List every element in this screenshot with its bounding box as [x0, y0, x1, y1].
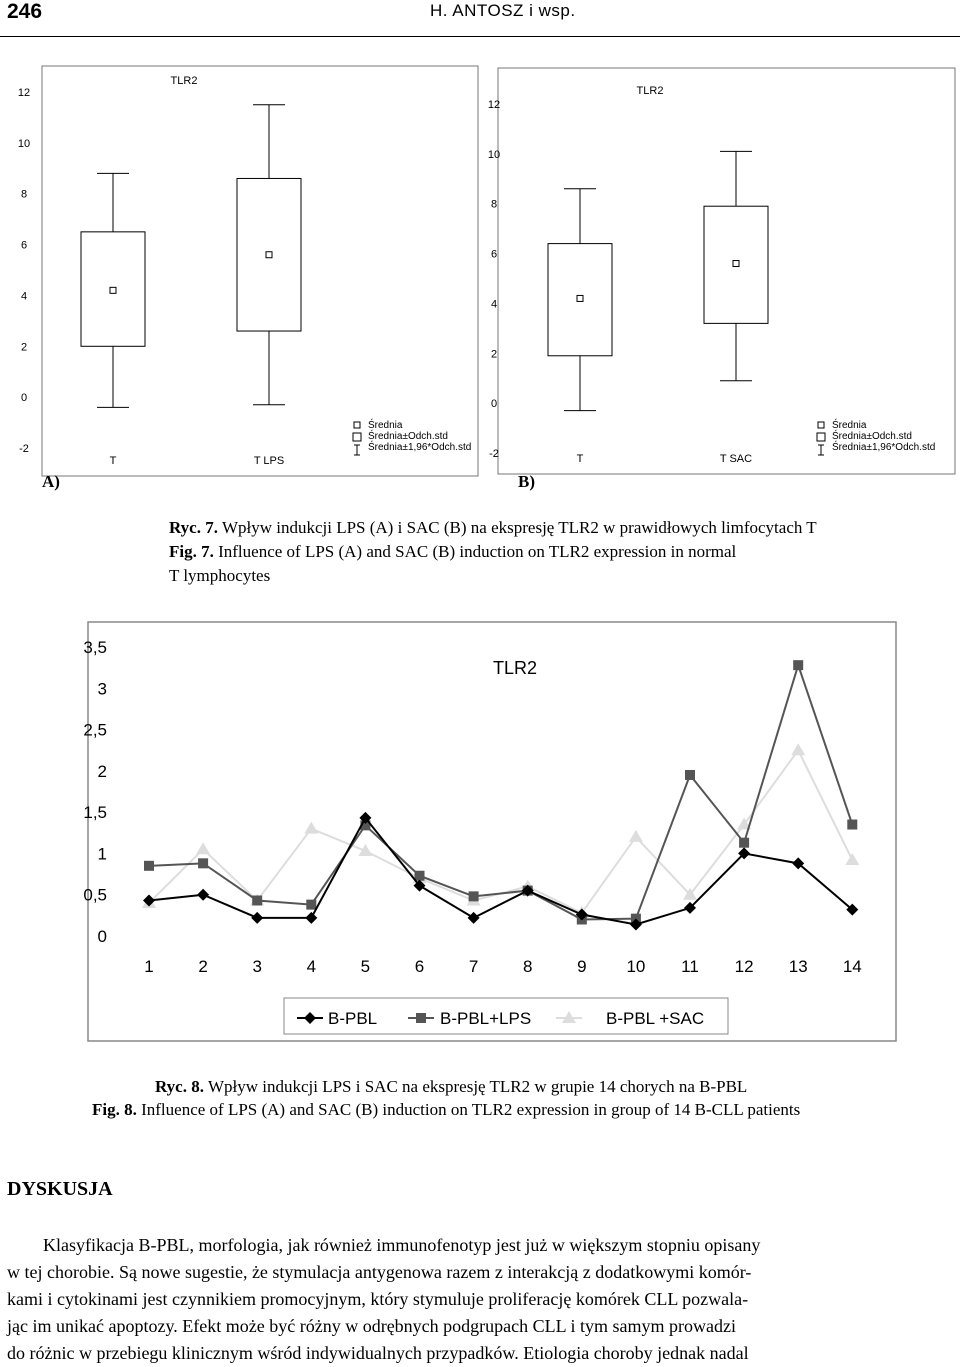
fig8-caption-pl: [155, 1075, 747, 1099]
y-tick-label: 2: [20, 341, 28, 354]
data-point: [144, 861, 154, 871]
x-category-label: T SAC: [719, 453, 753, 465]
fig7-caption-pl-prefix: Ryc. 7.: [169, 518, 218, 537]
data-point: [469, 891, 479, 901]
fig8-caption-pl-prefix: Ryc. 8.: [155, 1077, 204, 1096]
y-tick-label: 8: [490, 198, 498, 211]
fig8-caption-en-prefix: Fig. 8.: [92, 1100, 137, 1119]
data-point: [793, 660, 803, 670]
x-tick-label: 14: [842, 957, 862, 976]
x-tick-label: 10: [626, 957, 646, 976]
fig7-caption-en-text: Influence of LPS (A) and SAC (B) induction on TLR2 expression in normal: [218, 542, 737, 561]
y-tick-label: 3: [97, 679, 107, 699]
body-line: kami i cytokinami jest czynnikiem promocyjnym, który stymuluje proliferację komórek CLL pozwala-: [7, 1289, 749, 1309]
y-tick-label: 12: [487, 99, 501, 111]
x-tick-label: 11: [681, 957, 699, 976]
chart-title: TLR2: [492, 658, 538, 678]
y-tick-label: 0: [97, 927, 107, 946]
x-tick-label: 8: [522, 957, 533, 976]
legend-label: B-PBL +SAC: [606, 1009, 705, 1028]
legend-entry: Średnia: [832, 420, 867, 431]
chart-title: TLR2: [170, 75, 198, 87]
data-point: [685, 770, 695, 780]
fig8-chart: [60, 621, 898, 1044]
chart-frame: [88, 622, 896, 1041]
y-tick-label: 1,5: [83, 803, 107, 823]
x-tick-label: 13: [788, 957, 808, 976]
y-tick-label: 10: [487, 148, 501, 161]
fig7-panel-b-chart: [480, 66, 955, 476]
x-tick-label: 6: [414, 957, 425, 976]
mean-marker: [266, 252, 272, 258]
chart-title: TLR2: [636, 85, 664, 97]
box-plot-sac: [480, 66, 955, 476]
y-tick-label: 0: [490, 398, 498, 411]
data-point: [252, 895, 262, 905]
x-tick-label: 4: [306, 957, 317, 976]
panel-label-b: B): [518, 472, 535, 491]
y-tick-label: -2: [489, 448, 499, 460]
x-category-label: T LPS: [253, 455, 285, 467]
y-tick-label: 1: [97, 844, 107, 864]
fig7-caption-en-line2: T lymphocytes: [169, 566, 271, 585]
body-paragraph: [7, 1232, 954, 1367]
running-title: H. ANTOSZ i wsp.: [430, 1, 576, 20]
y-tick-label: 2: [97, 761, 107, 781]
fig8-caption-en: [92, 1098, 800, 1122]
fig7-caption-pl-text: Wpływ indukcji LPS (A) i SAC (B) na ekspresję TLR2 w prawidłowych limfocytach T: [221, 518, 817, 537]
data-point: [306, 900, 316, 910]
panel-label-a: A): [42, 472, 60, 491]
body-line: do różnic w przebiegu klinicznym wśród indywidualnych przypadków. Etiologia choroby jednak nadal: [7, 1343, 749, 1363]
data-point: [847, 820, 857, 830]
body-line: w tej chorobie. Są nowe sugestie, że stymulacja antygenowa razem z interakcją z dodatkowymi komór-: [7, 1262, 752, 1282]
x-tick-label: 7: [468, 957, 479, 976]
legend-marker: [416, 1013, 426, 1023]
legend-entry: Średnia±1,96*Odch.std: [832, 442, 936, 453]
fig7-panel-a-chart: [0, 66, 480, 476]
fig7-caption-en: [169, 540, 736, 564]
data-point: [415, 871, 425, 881]
legend-label: B-PBL+LPS: [440, 1009, 532, 1028]
mean-marker: [577, 295, 583, 301]
y-tick-label: 2,5: [83, 720, 107, 740]
page-number: 246: [7, 0, 43, 23]
legend-mean-symbol: [354, 422, 360, 428]
body-line: Klasyfikacja B-PBL, morfologia, jak również immunofenotyp jest już w większym stopniu opisany: [43, 1235, 761, 1255]
fig8-caption-pl-text: Wpływ indukcji LPS i SAC na ekspresję TLR2 w grupie 14 chorych na B-PBL: [207, 1077, 748, 1096]
fig8-caption-en-text: Influence of LPS (A) and SAC (B) induction on TLR2 expression in group of 14 B-CLL patients: [141, 1100, 801, 1119]
data-point: [198, 858, 208, 868]
box-plot-lps: [0, 66, 480, 476]
y-tick-label: 3,5: [83, 638, 107, 657]
legend-entry: Średnia±1,96*Odch.std: [368, 442, 472, 453]
mean-marker: [733, 261, 739, 267]
data-point: [739, 838, 749, 848]
y-tick-label: -2: [19, 443, 29, 455]
x-tick-label: 9: [577, 957, 587, 976]
fig7-caption-en-prefix: Fig. 7.: [169, 542, 214, 561]
y-tick-label: 10: [17, 137, 31, 150]
y-tick-label: 6: [20, 239, 28, 252]
y-tick-label: 0,5: [83, 885, 107, 905]
y-tick-label: 4: [490, 298, 498, 311]
x-tick-label: 2: [198, 957, 208, 976]
x-category-label: T: [109, 455, 117, 467]
legend-entry: Średnia±Odch.std: [368, 431, 448, 442]
x-category-label: T: [576, 453, 584, 465]
body-line: jąc im unikać apoptozy. Efekt może być różny w odrębnych podgrupach CLL i tym samym prowadzi: [7, 1316, 736, 1336]
legend-box-symbol: [817, 433, 825, 441]
y-tick-label: 4: [20, 290, 28, 303]
y-tick-label: 2: [490, 348, 498, 361]
x-tick-label: 12: [734, 957, 754, 976]
legend-box-symbol: [353, 433, 361, 441]
y-tick-label: 12: [17, 87, 31, 99]
mean-marker: [110, 287, 116, 293]
y-tick-label: 6: [490, 248, 498, 261]
legend-mean-symbol: [818, 422, 824, 428]
page-header: [0, 0, 960, 37]
legend-entry: Średnia±Odch.std: [832, 431, 912, 442]
legend-label: B-PBL: [328, 1009, 378, 1028]
y-tick-label: 0: [20, 392, 28, 405]
fig7-caption-pl: [169, 516, 817, 540]
legend-entry: Średnia: [368, 420, 403, 431]
x-tick-label: 3: [252, 957, 262, 976]
x-tick-label: 5: [360, 957, 371, 976]
y-tick-label: 8: [20, 188, 28, 201]
section-title: DYSKUSJA: [7, 1178, 113, 1200]
line-chart-tlr2: [60, 621, 898, 1044]
x-tick-label: 1: [144, 957, 154, 976]
